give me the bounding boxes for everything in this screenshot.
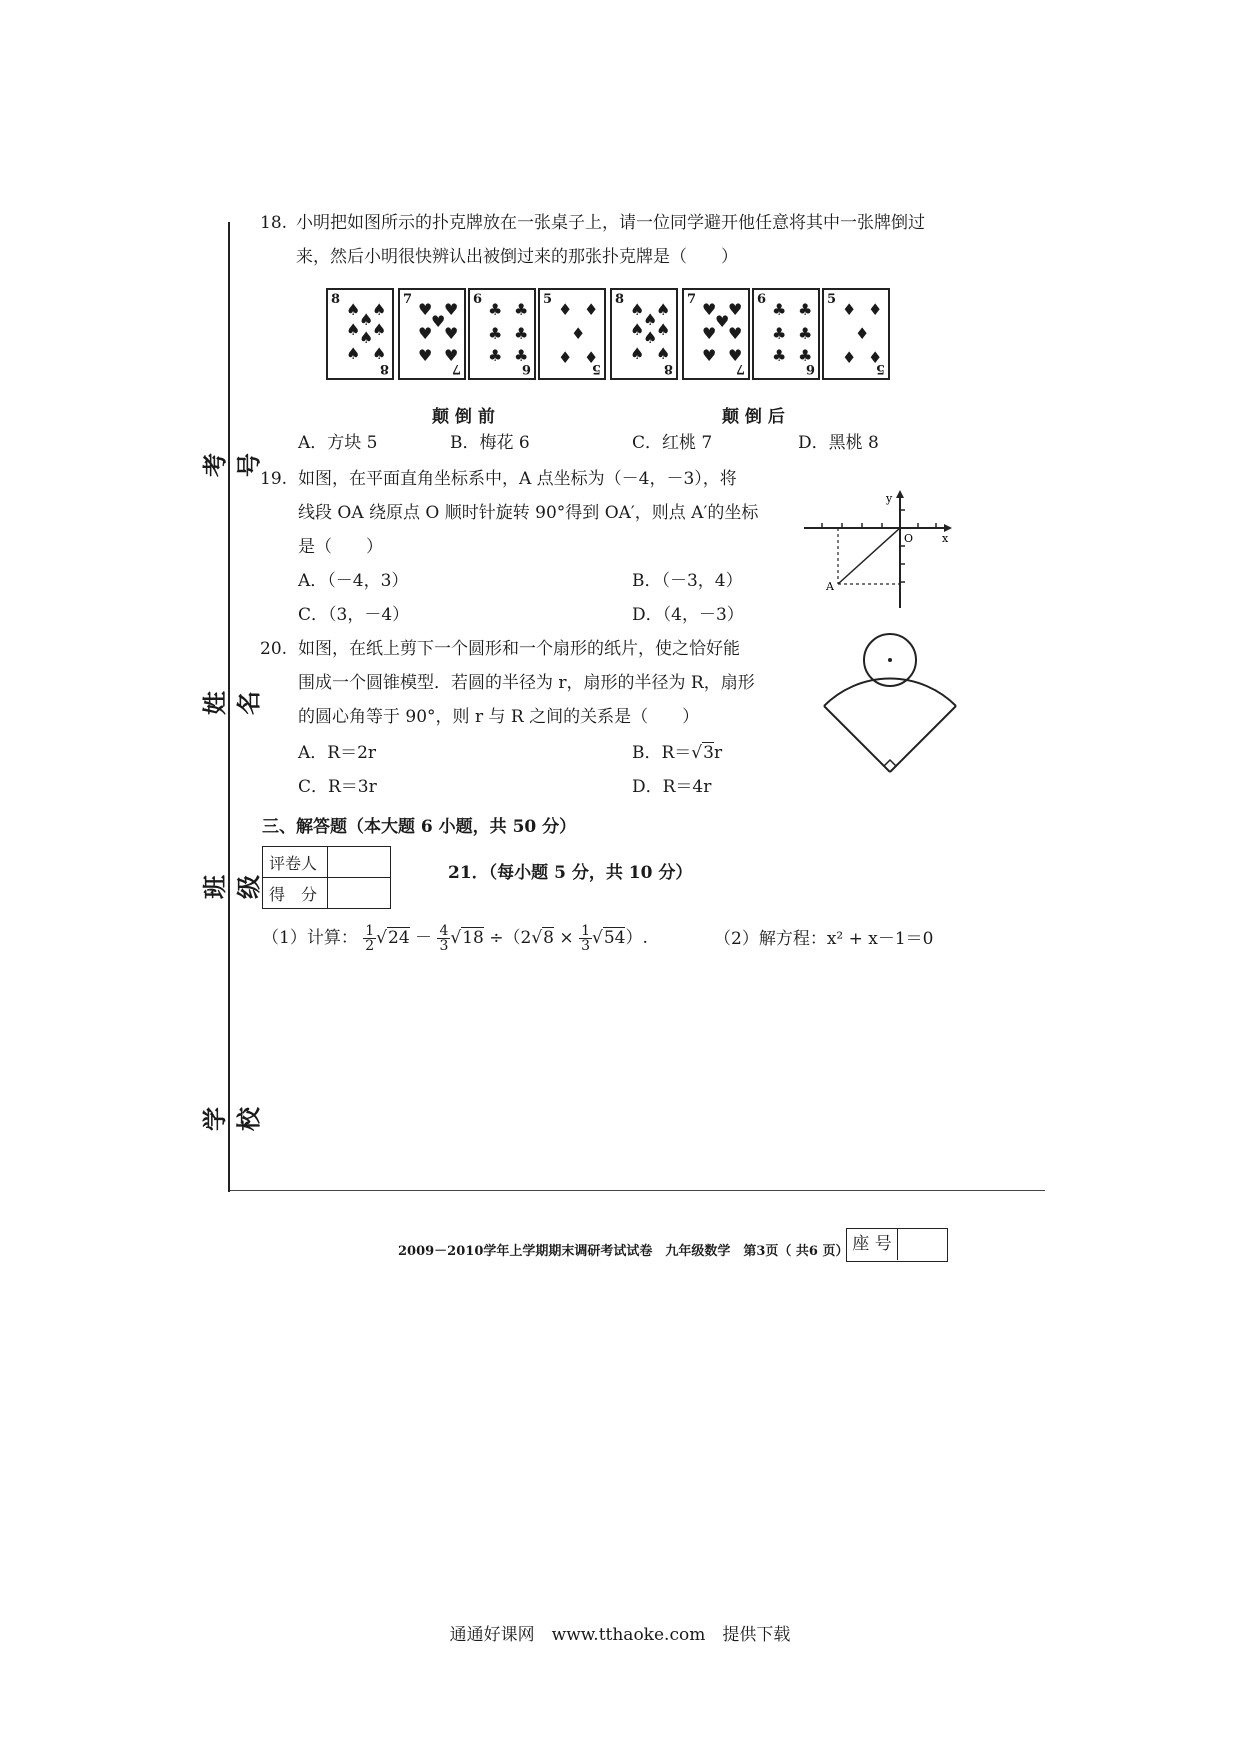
card-suit-icon: ♠ — [346, 344, 361, 363]
origin-label: O — [904, 532, 914, 545]
card-suit-icon: ♥ — [728, 324, 743, 343]
card-suit-icon: ♦ — [584, 300, 599, 319]
card-rank-top: 6 — [473, 292, 483, 307]
card-suit-icon: ♥ — [715, 312, 730, 331]
card-rank-bottom: 6 — [805, 361, 815, 376]
q20-option-b-root: 3 — [703, 743, 714, 763]
grader-score-table — [262, 846, 391, 909]
close-paren: ）. — [625, 928, 648, 948]
q20-option-b-var: r — [713, 743, 723, 763]
q18-line1: 小明把如图所示的扑克牌放在一张桌子上，请一位同学避开他任意将其中一张牌倒过 — [296, 213, 925, 233]
side-label-school: 学校 — [200, 1107, 263, 1131]
grader-label: 评卷人 — [263, 847, 328, 878]
card-suit-icon: ♦ — [584, 348, 599, 367]
card-rank-top: 5 — [543, 292, 553, 307]
card-rank-top: 7 — [403, 292, 413, 307]
sector-arc — [824, 679, 956, 706]
card-suit-icon: ♠ — [656, 300, 671, 319]
side-label-class: 班级 — [200, 875, 263, 899]
circle-center-dot — [888, 658, 892, 662]
card-suit-icon: ♣ — [488, 346, 503, 365]
coordinate-plane-figure — [800, 490, 960, 610]
card-suit-icon: ♥ — [702, 300, 717, 319]
score-cell[interactable] — [328, 878, 391, 909]
fraction-one-half: $\frac{1}{2}$ — [365, 923, 375, 954]
q19-number: 19. — [260, 469, 288, 489]
q20-option-a: A．R＝2r — [298, 743, 377, 763]
card-suit-icon: ♠ — [346, 320, 361, 339]
q18-option-c: C．红桃 7 — [632, 433, 713, 453]
q20-line1: 如图，在纸上剪下一个圆形和一个扇形的纸片，使之恰好能 — [298, 639, 740, 659]
card-suit-icon: ♣ — [798, 346, 813, 365]
card-rank-top: 8 — [331, 292, 341, 307]
download-credit: 通通好课网 www.tthaoke.com 提供下载 — [449, 1625, 791, 1645]
q20-option-c: C．R＝3r — [298, 777, 377, 797]
q20-option-d: D．R＝4r — [632, 777, 712, 797]
root-54: 54 — [603, 928, 626, 948]
q19-line1: 如图，在平面直角坐标系中，A 点坐标为（－4，－3），将 — [298, 469, 737, 489]
x-axis-label: x — [942, 532, 949, 545]
card-suit-icon: ♣ — [772, 346, 787, 365]
seat-number-label: 座 号 — [847, 1229, 898, 1260]
minus-sign: － — [415, 928, 433, 948]
card-rank-top: 7 — [687, 292, 697, 307]
card-suit-icon: ♥ — [702, 346, 717, 365]
side-label-name: 姓名 — [200, 691, 263, 715]
q19-option-a: A．（－4，3） — [298, 571, 409, 591]
card-suit-icon: ♥ — [444, 300, 459, 319]
card-rank-bottom: 5 — [591, 361, 601, 376]
card-rank-bottom: 6 — [521, 361, 531, 376]
card-rank-bottom: 5 — [875, 361, 885, 376]
y-axis-arrow — [896, 490, 904, 498]
card-suit-icon: ♥ — [418, 346, 433, 365]
card-suit-icon: ♥ — [444, 346, 459, 365]
card-suit-icon: ♠ — [656, 320, 671, 339]
card-suit-icon: ♦ — [868, 348, 883, 367]
card-rank-bottom: 8 — [379, 361, 389, 376]
q19-option-d: D．（4，－3） — [632, 605, 744, 625]
card-suit-icon: ♣ — [488, 300, 503, 319]
point-a-label: A — [826, 580, 834, 593]
card-suit-icon: ♠ — [630, 300, 645, 319]
card-suit-icon: ♠ — [643, 328, 658, 347]
card-suit-icon: ♦ — [855, 324, 870, 343]
q18-option-b: B．梅花 6 — [450, 433, 530, 453]
y-axis-label: y — [886, 492, 893, 505]
section3-title: 三、解答题（本大题 6 小题，共 50 分） — [262, 817, 577, 837]
before-flip-label: 颠 倒 前 — [432, 407, 495, 427]
card-rank-bottom: 8 — [663, 361, 673, 376]
q18-line2: 来，然后小明很快辨认出被倒过来的那张扑克牌是（ ） — [296, 247, 738, 267]
card-suit-icon: ♠ — [630, 344, 645, 363]
q20-line2: 围成一个圆锥模型．若圆的半径为 r，扇形的半径为 R，扇形 — [298, 673, 755, 693]
card-suit-icon: ♥ — [418, 324, 433, 343]
playing-card — [610, 288, 678, 380]
card-suit-icon: ♦ — [842, 348, 857, 367]
q21-part1-prefix: （1）计算： — [262, 928, 358, 948]
q19-line2: 线段 OA 绕原点 O 顺时针旋转 90°得到 OA′，则点 A′的坐标 — [298, 503, 759, 523]
playing-card — [752, 288, 820, 380]
sector-right-radius — [890, 706, 956, 772]
card-suit-icon: ♥ — [728, 346, 743, 365]
times-sign: × — [559, 928, 574, 948]
card-suit-icon: ♣ — [772, 300, 787, 319]
grader-cell[interactable] — [328, 847, 391, 878]
side-label-exam-number: 考号 — [200, 453, 263, 477]
card-suit-icon: ♦ — [571, 324, 586, 343]
q18-number: 18. — [260, 213, 288, 233]
card-rank-top: 6 — [757, 292, 767, 307]
q18-option-a: A．方块 5 — [298, 433, 378, 453]
q20-number: 20. — [260, 639, 288, 659]
playing-card — [326, 288, 394, 380]
cone-net-figure — [820, 630, 960, 780]
playing-card — [468, 288, 536, 380]
q19-line3: 是（ ） — [298, 537, 383, 557]
q19-option-b: B．（－3，4） — [632, 571, 743, 591]
q20-line3: 的圆心角等于 90°，则 r 与 R 之间的关系是（ ） — [298, 707, 700, 727]
q21-heading: 21．（每小题 5 分，共 10 分） — [448, 863, 693, 883]
playing-card — [538, 288, 606, 380]
after-flip-label: 颠 倒 后 — [722, 407, 785, 427]
card-suit-icon: ♦ — [842, 300, 857, 319]
q20-option-b: B．R＝√3r — [632, 743, 723, 763]
x-axis-arrow — [944, 524, 952, 532]
card-suit-icon: ♣ — [798, 324, 813, 343]
q18-option-d: D．黑桃 8 — [798, 433, 879, 453]
card-suit-icon: ♦ — [868, 300, 883, 319]
card-suit-icon: ♠ — [372, 344, 387, 363]
card-suit-icon: ♠ — [372, 320, 387, 339]
fraction-four-thirds: $\frac{4}{3}$ — [439, 923, 449, 954]
playing-card — [398, 288, 466, 380]
card-rank-top: 8 — [615, 292, 625, 307]
card-suit-icon: ♥ — [702, 324, 717, 343]
root-8: 8 — [543, 928, 554, 948]
card-rank-bottom: 7 — [451, 361, 461, 376]
card-suit-icon: ♦ — [558, 348, 573, 367]
card-suit-icon: ♥ — [728, 300, 743, 319]
card-suit-icon: ♠ — [656, 344, 671, 363]
seat-number-box — [846, 1228, 948, 1262]
card-suit-icon: ♠ — [359, 310, 374, 329]
card-suit-icon: ♣ — [514, 324, 529, 343]
fraction-one-third: $\frac{1}{3}$ — [581, 923, 590, 954]
root-24: 24 — [388, 928, 410, 948]
segment-oa — [838, 528, 900, 584]
card-rank-top: 5 — [827, 292, 837, 307]
card-suit-icon: ♣ — [488, 324, 503, 343]
card-suit-icon: ♠ — [359, 328, 374, 347]
card-suit-icon: ♥ — [431, 312, 446, 331]
card-suit-icon: ♠ — [630, 320, 645, 339]
q19-option-c: C．（3，－4） — [298, 605, 410, 625]
card-suit-icon: ♠ — [346, 300, 361, 319]
score-label: 得 分 — [263, 878, 328, 909]
q21-part2: （2）解方程：x² + x－1＝0 — [714, 929, 934, 949]
card-suit-icon: ♦ — [558, 300, 573, 319]
root-18: 18 — [462, 928, 484, 948]
card-suit-icon: ♣ — [514, 300, 529, 319]
page-bottom-rule — [230, 1190, 1045, 1191]
divide-open: ÷（2 — [489, 928, 532, 948]
card-suit-icon: ♠ — [643, 310, 658, 329]
q21-part1: （1）计算： $\frac{1}{2}$ √24 － $\frac{4}{3}$ √18 ÷（2√8 × $\frac{1}{3}$ √54）. — [262, 923, 648, 954]
playing-card — [822, 288, 890, 380]
sector-left-radius — [824, 706, 890, 772]
card-suit-icon: ♥ — [418, 300, 433, 319]
card-suit-icon: ♣ — [772, 324, 787, 343]
playing-card — [682, 288, 750, 380]
card-suit-icon: ♣ — [514, 346, 529, 365]
q20-option-b-prefix: B．R＝ — [632, 743, 692, 763]
card-rank-bottom: 7 — [735, 361, 745, 376]
right-angle-mark — [884, 760, 896, 766]
card-suit-icon: ♥ — [444, 324, 459, 343]
footer-exam-info: 2009－2010学年上学期期末调研考试试卷 九年级数学 第3页（ 共6 页） — [398, 1244, 849, 1259]
card-suit-icon: ♠ — [372, 300, 387, 319]
card-suit-icon: ♣ — [798, 300, 813, 319]
